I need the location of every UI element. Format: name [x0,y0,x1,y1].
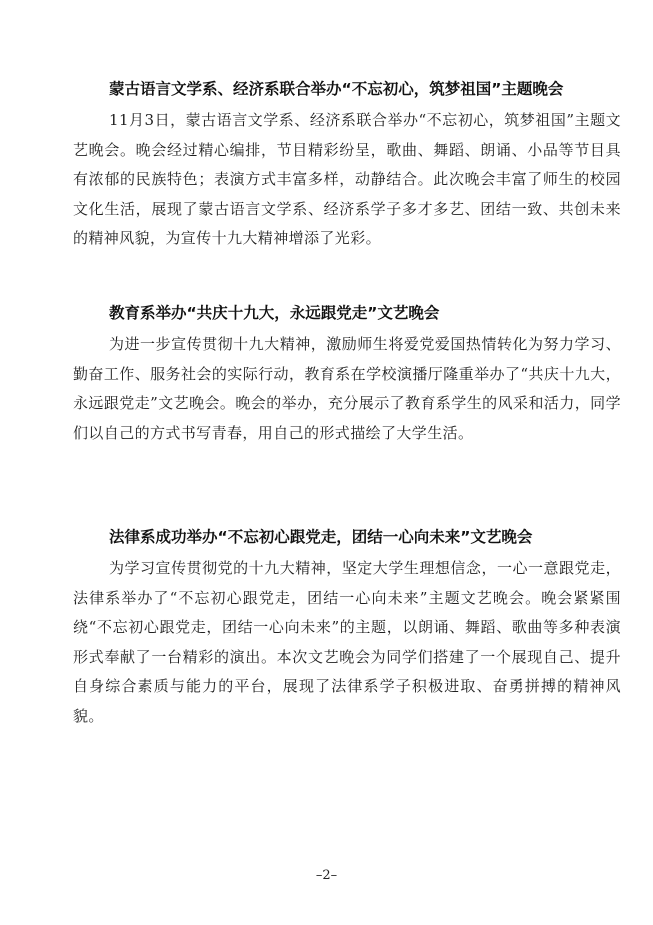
article-mongolian-economics-gala [73,79,621,254]
article-heading: 法律系成功举办“不忘初心跟党走，团结一心向未来”文艺晚会 [109,528,533,546]
article-body: 为进一步宣传贯彻十九大精神，激励师生将爱党爱国热情转化为努力学习、勤奋工作、服务社会的实际行动，教育系在学校演播厅隆重举办了“共庆十九大，永远跟党走”文艺晚会。晚会的举办，充分展示了教育系学生的风采和活力，同学们以自己的方式书写青春，用自己的形式描绘了大学生活。 [73,335,621,442]
article-law-gala [73,527,621,732]
page-number: –2– [315,868,338,883]
article-heading: 蒙古语言文学系、经济系联合举办“不忘初心，筑梦祖国”主题晚会 [109,80,564,98]
article-body: 11月3日，蒙古语言文学系、经济系联合举办“不忘初心，筑梦祖国”主题文艺晚会。晚会经过精心编排，节目精彩纷呈，歌曲、舞蹈、朗诵、小品等节目具有浓郁的民族特色；表演方式丰富多样，动静结合。此次晚会丰富了师生的校园文化生活，展现了蒙古语言文学系、经济系学子多才多艺、团结一致、共创未来的精神风貌，为宣传十九大精神增添了光彩。 [73,111,621,248]
article-education-gala [73,303,621,448]
article-heading: 教育系举办“共庆十九大，永远跟党走”文艺晚会 [109,304,440,322]
article-body: 为学习宣传贯彻党的十九大精神，坚定大学生理想信念，一心一意跟党走，法律系举办了“不忘初心跟党走，团结一心向未来”主题文艺晚会。晚会紧紧围绕“不忘初心跟党走，团结一心向未来”的主题，以朗诵、舞蹈、歌曲等多种表演形式奉献了一台精彩的演出。本次文艺晚会为同学们搭建了一个展现自己、提升自身综合素质与能力的平台，展现了法律系学子积极进取、奋勇拼搏的精神风貌。 [73,559,621,725]
